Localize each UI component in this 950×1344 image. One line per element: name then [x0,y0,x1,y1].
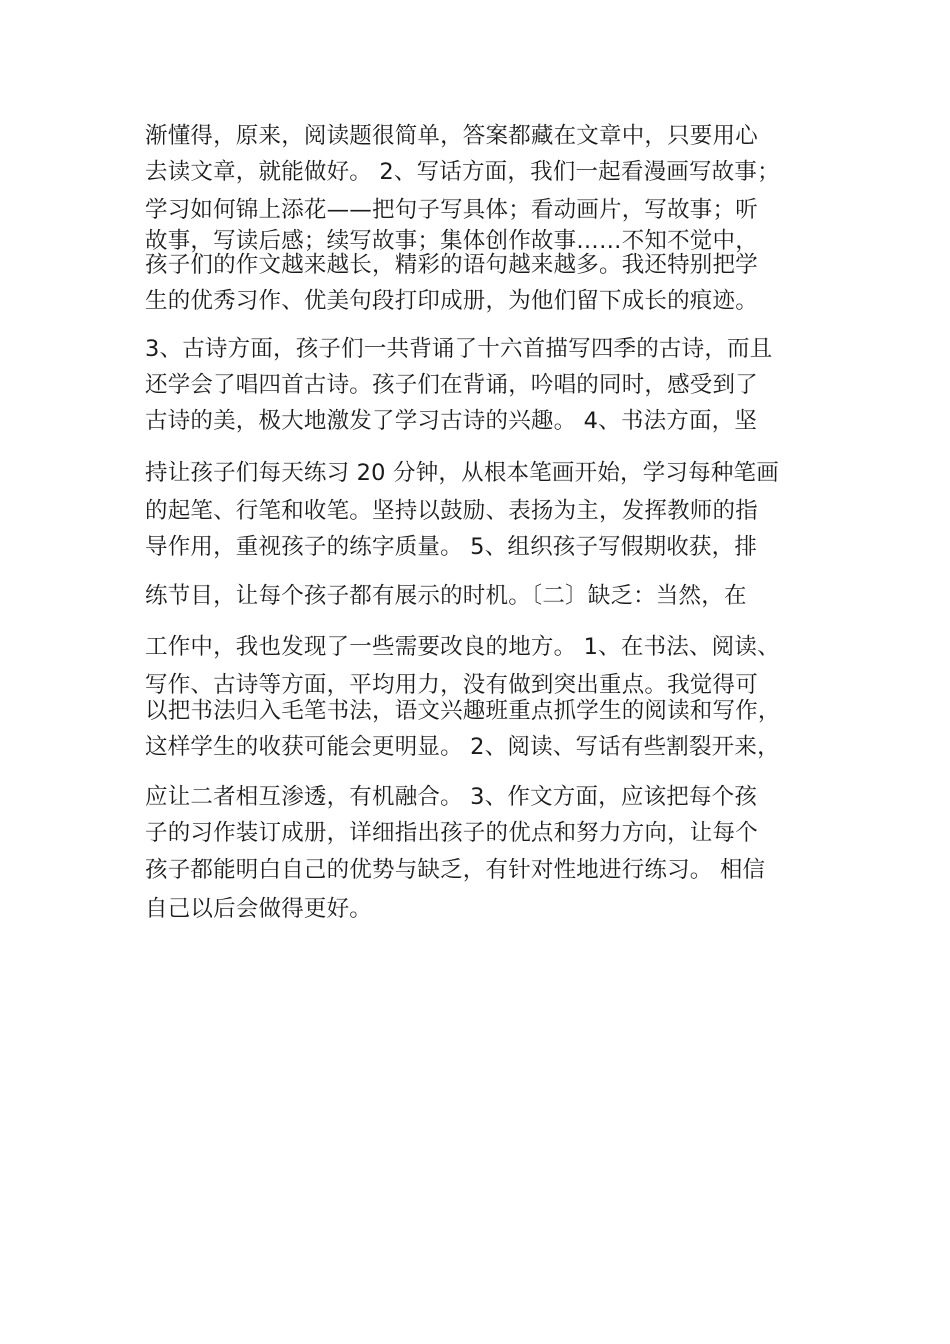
text-line: 持让孩子们每天练习 20 分钟，从根本笔画开始，学习每种笔画 [145,460,779,486]
text-line: 工作中，我也发现了一些需要改良的地方。 1、在书法、阅读、 [145,634,780,660]
text-line: 故事，写读后感；续写故事；集体创作故事……不知不觉中， [145,228,758,254]
text-line: 应让二者相互渗透，有机融合。 3、作文方面，应该把每个孩 [145,784,758,810]
text-line: 生的优秀习作、优美句段打印成册，为他们留下成长的痕迹。 [145,288,758,314]
text-line: 自己以后会做得更好。 [145,896,373,922]
text-line: 的起笔、行笔和收笔。坚持以鼓励、表扬为主，发挥教师的指 [145,498,758,524]
text-line: 孩子都能明白自己的优势与缺乏，有针对性地进行练习。 相信 [145,857,766,883]
text-line: 学习如何锦上添花——把句子写具体；看动画片，写故事；听 [145,197,758,223]
text-line: 这样学生的收获可能会更明显。 2、阅读、写话有些割裂开来， [145,734,780,760]
text-line: 去读文章，就能做好。 2、写话方面，我们一起看漫画写故事； [145,159,780,185]
text-line: 练节目，让每个孩子都有展示的时机。〔二〕缺乏：当然，在 [145,583,747,609]
text-line: 子的习作装订成册，详细指出孩子的优点和努力方向，让每个 [145,820,758,846]
text-line: 以把书法归入毛笔书法，语文兴趣班重点抓学生的阅读和写作， [145,698,781,724]
text-line: 渐懂得，原来，阅读题很简单，答案都藏在文章中，只要用心 [145,123,758,149]
text-line: 还学会了唱四首古诗。孩子们在背诵，吟唱的同时，感受到了 [145,372,758,398]
text-line: 古诗的美，极大地激发了学习古诗的兴趣。 4、书法方面，坚 [145,408,758,434]
text-line: 写作、古诗等方面，平均用力，没有做到突出重点。我觉得可 [145,672,758,698]
text-line: 导作用，重视孩子的练字质量。 5、组织孩子写假期收获，排 [145,534,758,560]
text-line: 孩子们的作文越来越长，精彩的语句越来越多。我还特别把学 [145,252,758,278]
text-line: 3、古诗方面，孩子们一共背诵了十六首描写四季的古诗，而且 [145,336,773,362]
